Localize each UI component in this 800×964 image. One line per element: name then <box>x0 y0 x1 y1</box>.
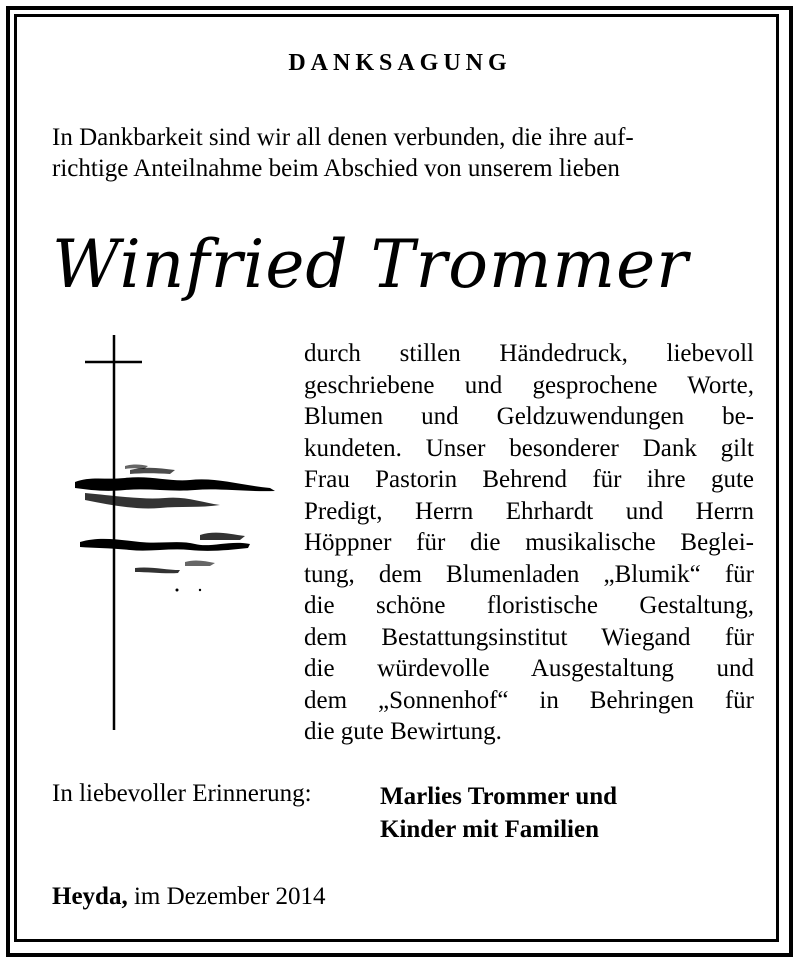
place-date <box>52 883 326 911</box>
closing-label: In liebevoller Erinnerung: <box>52 780 312 807</box>
deceased-name: Winfried Trommer <box>52 226 689 303</box>
body-line: dem „Sonnenhof“ in Behringen für <box>304 686 754 714</box>
body-line: Höppner für die musikalische Beglei- <box>304 529 754 556</box>
body-line: die schöne floristische Gestaltung, <box>304 592 754 619</box>
intro-line: richtige Anteilnahme beim Abschied von unserem lieben <box>52 155 620 182</box>
body-line: die würdevolle Ausgestaltung und <box>304 655 754 682</box>
body-line: dem Bestattungsinstitut Wiegand für <box>304 623 754 651</box>
body-line: Frau Pastorin Behrend für ihre gute <box>304 466 754 493</box>
thanks-body <box>304 338 754 748</box>
body-line: kundeten. Unser besonderer Dank gilt <box>304 434 754 462</box>
intro-line: In Dankbarkeit sind wir all denen verbunden, die ihre auf- <box>52 124 634 151</box>
body-line: Blumen und Geldzuwendungen be- <box>304 403 754 430</box>
signatory-line: Kinder mit Familien <box>380 816 599 843</box>
body-line: durch stillen Händedruck, liebevoll <box>304 340 754 367</box>
body-line: tung, dem Blumenladen „Blumik“ für <box>304 560 754 588</box>
signatories <box>380 780 617 846</box>
cross-landscape-icon <box>70 330 285 735</box>
intro-text <box>52 122 752 184</box>
date-text: im Dezember 2014 <box>133 883 326 910</box>
signatory-line: Marlies Trommer und <box>380 783 618 810</box>
body-line: Predigt, Herrn Ehrhardt und Herrn <box>304 497 754 525</box>
place-name: Heyda, <box>52 883 128 910</box>
body-line: die gute Bewirtung. <box>304 718 502 745</box>
body-line: geschriebene und gesprochene Worte, <box>304 371 754 399</box>
notice-heading: DANKSAGUNG <box>288 50 512 76</box>
